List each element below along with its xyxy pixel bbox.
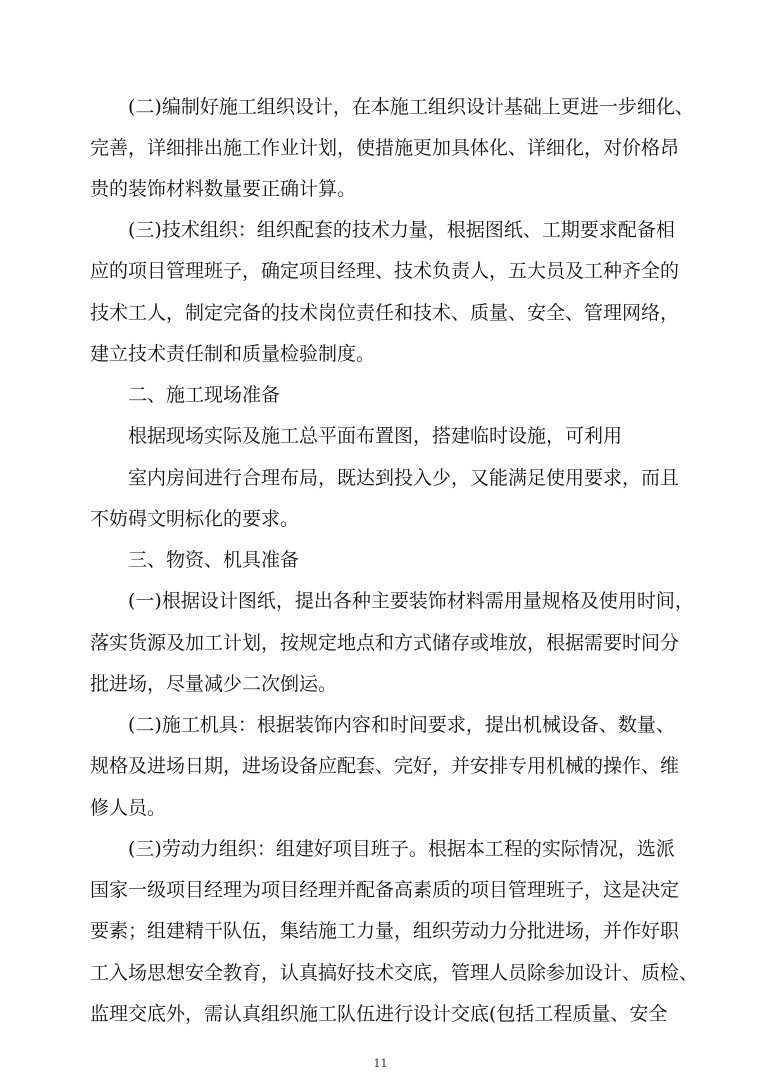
text-line: 工入场思想安全教育，认真搞好技术交底，管理人员除参加设计、质检、 <box>90 962 699 984</box>
text-line: 根据现场实际及施工总平面布置图，搭建临时设施，可利用 <box>128 425 623 447</box>
text-line: 应的项目管理班子，确定项目经理、技术负责人，五大员及工种齐全的 <box>90 260 680 282</box>
text-line: 批进场，尽量减少二次倒运。 <box>90 673 338 695</box>
section-heading: 三、物资、机具准备 <box>128 549 300 571</box>
text-line: (三)技术组织：组织配套的技术力量，根据图纸、工期要求配备相 <box>128 219 675 241</box>
text-line: (二)编制好施工组织设计，在本施工组织设计基础上更进一步细化、 <box>128 96 694 118</box>
text-line: 落实货源及加工计划，按规定地点和方式储存或堆放，根据需要时间分 <box>90 632 680 654</box>
text-line: 要素；组建精干队伍，集结施工力量，组织劳动力分批进场，并作好职 <box>90 920 680 942</box>
text-line: (二)施工机具：根据装饰内容和时间要求，提出机械设备、数量、 <box>128 714 675 736</box>
text-line: 完善，详细排出施工作业计划，使措施更加具体化、详细化，对价格昂 <box>90 137 680 159</box>
page-number: 11 <box>373 1057 388 1070</box>
text-line: 建立技术责任制和质量检验制度。 <box>90 343 376 365</box>
text-line: 修人员。 <box>90 797 167 819</box>
text-line: 规格及进场日期，进场设备应配套、完好，并安排专用机械的操作、维 <box>90 755 680 777</box>
text-line: 监理交底外，需认真组织施工队伍进行设计交底(包括工程质量、安全 <box>90 1003 668 1025</box>
section-heading: 二、施工现场准备 <box>128 384 281 406</box>
text-line: 国家一级项目经理为项目经理并配备高素质的项目管理班子，这是决定 <box>90 879 680 901</box>
text-line: 技术工人，制定完备的技术岗位责任和技术、质量、安全、管理网络， <box>90 302 680 324</box>
text-line: (三)劳动力组织：组建好项目班子。根据本工程的实际情况，选派 <box>128 838 675 860</box>
text-line: 不妨碍文明标化的要求。 <box>90 508 300 530</box>
text-line: (一)根据设计图纸，提出各种主要装饰材料需用量规格及使用时间， <box>128 590 694 612</box>
text-line: 室内房间进行合理布局，既达到投入少，又能满足使用要求，而且 <box>128 467 680 489</box>
text-line: 贵的装饰材料数量要正确计算。 <box>90 178 357 200</box>
